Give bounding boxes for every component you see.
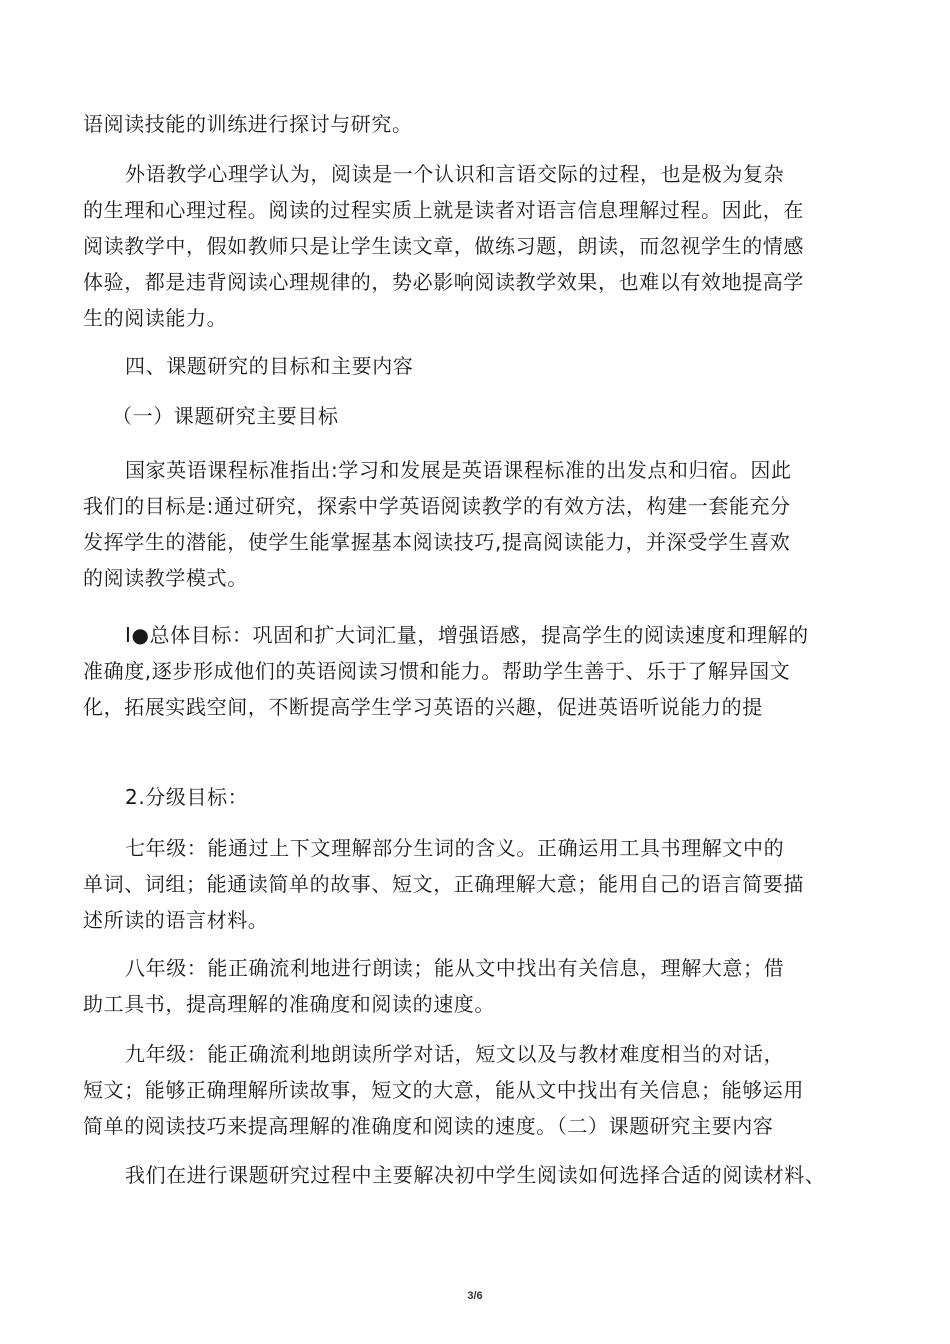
text-line: 国家英语课程标准指出:学习和发展是英语课程标准的出发点和归宿。因此 <box>125 458 792 482</box>
text-line: 八年级：能正确流利地进行朗读；能从文中找出有关信息，理解大意；借 <box>125 956 785 980</box>
text-line: I●总体目标：巩固和扩大词汇量，增强语感，提高学生的阅读速度和理解的 <box>125 623 809 647</box>
text-line: 发挥学生的潜能，使学生能掌握基本阅读技巧,提高阅读能力，并深受学生喜欢 <box>83 530 791 554</box>
text-line: 生的阅读能力。 <box>83 306 228 330</box>
text-line: 述所读的语言材料。 <box>83 908 269 932</box>
subsection-heading-goals: （一）课题研究主要目标 <box>112 404 339 428</box>
text-line: 简单的阅读技巧来提高理解的准确度和阅读的速度。（二）课题研究主要内容 <box>83 1114 774 1138</box>
text-line: 体验，都是违背阅读心理规律的，势必影响阅读教学效果，也难以有效地提高学 <box>83 270 804 294</box>
paragraph-research-content <box>83 1157 873 1193</box>
text-line: 单词、词组；能通读简单的故事、短文，正确理解大意；能用自己的语言简要描 <box>83 872 804 896</box>
text-line: 助工具书，提高理解的准确度和阅读的速度。 <box>83 992 495 1016</box>
paragraph-grade-9 <box>83 1036 873 1144</box>
text-line: 化，拓展实践空间，不断提高学生学习英语的兴趣，促进英语听说能力的提 <box>83 695 763 719</box>
text-line: 我们在进行课题研究过程中主要解决初中学生阅读如何选择合适的阅读材料、 <box>125 1163 826 1187</box>
paragraph-overall-goal <box>83 617 873 725</box>
text-line: 九年级：能正确流利地朗读所学对话，短文以及与教材难度相当的对话， <box>125 1042 785 1066</box>
paragraph-psychology <box>83 156 873 336</box>
text-line: 七年级：能通过上下文理解部分生词的含义。正确运用工具书理解文中的 <box>125 836 785 860</box>
paragraph-grade-8 <box>83 950 873 1022</box>
text-line: 短文；能够正确理解所读故事，短文的大意，能从文中找出有关信息；能够运用 <box>83 1078 804 1102</box>
text-line: 阅读教学中，假如教师只是让学生读文章，做练习题，朗读，而忽视学生的情感 <box>83 234 804 258</box>
text-line: 的生理和心理过程。阅读的过程实质上就是读者对语言信息理解过程。因此，在 <box>83 198 804 222</box>
paragraph-national-standard <box>83 452 873 596</box>
section-heading-4: 四、课题研究的目标和主要内容 <box>125 354 414 378</box>
paragraph-intro-end <box>83 106 873 142</box>
text-line: 语阅读技能的训练进行探讨与研究。 <box>83 112 413 136</box>
text-line: 的阅读教学模式。 <box>83 566 248 590</box>
text-line: 准确度,逐步形成他们的英语阅读习惯和能力。帮助学生善于、乐于了解异国文 <box>83 659 791 683</box>
paragraph-grade-7 <box>83 830 873 938</box>
subsection-heading-levels: 2.分级目标： <box>125 785 249 809</box>
text-line: 我们的目标是:通过研究，探索中学英语阅读教学的有效方法，构建一套能充分 <box>83 494 791 518</box>
page-number: 3/6 <box>467 1290 483 1302</box>
text-line: 外语教学心理学认为，阅读是一个认识和言语交际的过程，也是极为复杂 <box>125 162 785 186</box>
